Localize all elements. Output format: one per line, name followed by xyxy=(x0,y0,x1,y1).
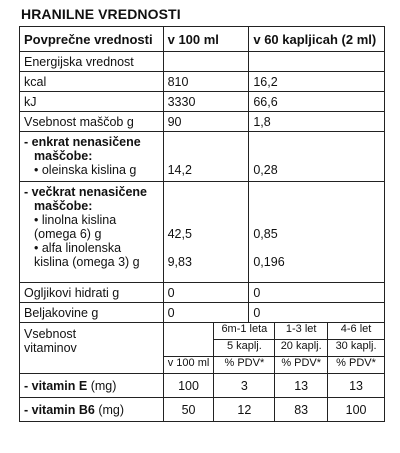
table-row xyxy=(20,303,385,323)
carbs-label: Ogljikovi hidrati g xyxy=(20,283,164,303)
kj-100ml: 3330 xyxy=(163,92,249,112)
kj-label: kJ xyxy=(20,92,164,112)
table-row xyxy=(20,92,385,112)
kcal-60drops: 16,2 xyxy=(249,72,385,92)
table-row xyxy=(20,52,385,72)
vitamin-e-label: - vitamin E (mg) xyxy=(20,374,164,398)
age-6m-1y: 6m-1 leta xyxy=(214,323,275,340)
pdv-2: % PDV* xyxy=(275,357,328,374)
vitamin-b6-age1: 12 xyxy=(214,398,275,422)
table-row xyxy=(20,72,385,92)
table-row xyxy=(20,283,385,303)
vitamins-age-row xyxy=(20,323,385,340)
page-title: HRANILNE VREDNOSTI xyxy=(21,6,181,22)
kj-60drops: 66,6 xyxy=(249,92,385,112)
table-row xyxy=(20,374,385,398)
kcal-label: kcal xyxy=(20,72,164,92)
age-4-6y: 4-6 let xyxy=(328,323,385,340)
mufa-100ml: 14,2 xyxy=(163,132,249,182)
carbs-100ml: 0 xyxy=(163,283,249,303)
mufa-label: - enkrat nenasičene maščobe: • oleinska kislina g xyxy=(20,132,164,182)
protein-100ml: 0 xyxy=(163,303,249,323)
pufa-100ml: 42,5 9,83 xyxy=(163,182,249,283)
pdv-3: % PDV* xyxy=(328,357,385,374)
table-row xyxy=(20,398,385,422)
vitamin-e-100ml: 100 xyxy=(163,374,214,398)
vitamin-e-age1: 3 xyxy=(214,374,275,398)
vitamin-e-age3: 13 xyxy=(328,374,385,398)
table-header-row xyxy=(20,27,385,52)
protein-label: Beljakovine g xyxy=(20,303,164,323)
vitamin-b6-age3: 100 xyxy=(328,398,385,422)
header-average-values: Povprečne vrednosti xyxy=(20,27,164,52)
vitamins-label: Vsebnost vitaminov xyxy=(20,323,164,374)
pufa-60drops: 0,85 0,196 xyxy=(249,182,385,283)
header-per-60-drops: v 60 kapljicah (2 ml) xyxy=(249,27,385,52)
mufa-60drops: 0,28 xyxy=(249,132,385,182)
table-row xyxy=(20,182,385,283)
pdv-1: % PDV* xyxy=(214,357,275,374)
header-per-100ml: v 100 ml xyxy=(163,27,249,52)
table-row xyxy=(20,132,385,182)
table-row xyxy=(20,112,385,132)
vitamin-b6-label: - vitamin B6 (mg) xyxy=(20,398,164,422)
drops-20: 20 kaplj. xyxy=(275,340,328,357)
nutrition-table xyxy=(19,26,385,422)
fat-label: Vsebnost maščob g xyxy=(20,112,164,132)
age-1-3y: 1-3 let xyxy=(275,323,328,340)
drops-30: 30 kaplj. xyxy=(328,340,385,357)
vitamin-b6-100ml: 50 xyxy=(163,398,214,422)
protein-60drops: 0 xyxy=(249,303,385,323)
drops-5: 5 kaplj. xyxy=(214,340,275,357)
unit-100ml: v 100 ml xyxy=(163,357,214,374)
fat-60drops: 1,8 xyxy=(249,112,385,132)
vitamin-b6-age2: 83 xyxy=(275,398,328,422)
carbs-60drops: 0 xyxy=(249,283,385,303)
fat-100ml: 90 xyxy=(163,112,249,132)
energy-label: Energijska vrednost xyxy=(20,52,164,72)
pufa-label: - večkrat nenasičene maščobe: • linolna kislina (omega 6) g • alfa linolenska kislina (omega 3) g xyxy=(20,182,164,283)
kcal-100ml: 810 xyxy=(163,72,249,92)
vitamin-e-age2: 13 xyxy=(275,374,328,398)
